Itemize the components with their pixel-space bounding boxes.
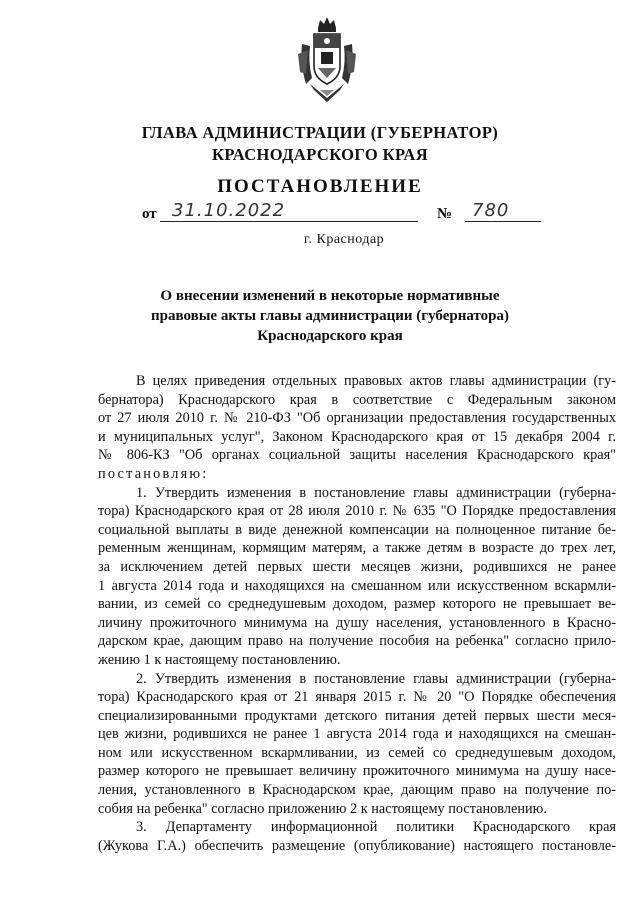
body-line: дарском крае, дающим право на получение пособия на ребенка" согласно прило- [98,633,616,650]
body-line: цев жизни, родившихся не ранее 1 августа 2014 года и находящихся на смешан- [98,726,616,743]
date-prefix: от [142,206,157,222]
body-line: ременным женщинам, кормящим матерям, а также детям в возрасте до трех лет, [98,540,616,557]
subject-line: правовые акты главы администрации (губернатора) [151,308,509,324]
date-number-row [142,202,542,226]
body-line: от 27 июля 2010 г. № 210-ФЗ "Об организации предоставления государственных [98,410,616,427]
authority-title-line1: ГЛАВА АДМИНИСТРАЦИИ (ГУБЕРНАТОР) [141,123,499,142]
body-line: личину прожиточного минимума на душу населения, установленного в Красно- [98,614,616,631]
subject-line: Краснодарского края [257,328,403,344]
city: г. Краснодар [303,232,385,247]
body-line: размер которого не превышает величину прожиточного минимума на душу насе- [98,763,616,780]
body-line: 3. Департаменту информационной политики Краснодарского края [136,819,616,836]
document-body [98,372,616,855]
body-line: жению 1 к настоящему постановлению. [98,651,341,668]
number-prefix: № [437,206,453,222]
body-line: социальной выплаты в виде денежной компенсации на полноценное питание бе- [98,521,616,538]
document-type: ПОСТАНОВЛЕНИЕ [217,176,423,197]
body-line: № 806-КЗ "Об органах социальной защиты населения Краснодарского края" [98,447,616,464]
krasnodar-coat-of-arms-icon [296,14,358,104]
body-line: собия на ребенка" согласно приложению 2 к настоящему постановлению. [98,800,547,817]
authority-title-line2: КРАСНОДАРСКОГО КРАЯ [211,145,429,164]
document-subject [140,286,520,346]
body-line: 1 августа 2014 года и находящихся на смешанном или искусственном вскармли- [98,577,616,594]
handwritten-date: 31.10.2022 [172,200,286,221]
resolution-word: постановляю: [98,465,209,482]
body-line: тора) Краснодарского края от 28 июля 2010 г. № 635 "О Порядке предоставления [98,503,616,520]
subject-line: О внесении изменений в некоторые нормативные [160,288,500,304]
number-underline [465,221,541,222]
body-line: вании, из семей со среднедушевым доходом, размер которого не превышает ве- [98,596,616,613]
date-underline [160,221,418,222]
body-line: бернатора) Краснодарского края в соответствие с Федеральным законом [98,391,616,408]
body-line: тора) Краснодарского края от 21 января 2015 г. № 20 "О Порядке обеспечения [98,689,616,706]
body-line: специализированными продуктами детского питания детей первых шести меся- [98,707,616,724]
body-line: за исключением детей первых шести месяцев жизни, родившихся не ранее [98,558,616,575]
body-line: 2. Утвердить изменения в постановление главы администрации (губерна- [136,670,616,687]
body-line: (Жукова Г.А.) обеспечить размещение (опубликование) настоящего постановле- [98,837,616,854]
body-line: ления, установленного в Краснодарском крае, дающим право на получение по- [98,782,616,799]
body-line: ном или искусственном вскармливании, из семей со среднедушевым доходом, [98,744,616,761]
body-line: В целях приведения отдельных правовых актов главы администрации (гу- [136,373,616,389]
body-line: 1. Утвердить изменения в постановление главы администрации (губерна- [136,484,616,501]
body-line: и муниципальных услуг", Законом Краснодарского края от 15 декабря 2004 г. [98,428,616,445]
handwritten-number: 780 [472,200,510,221]
